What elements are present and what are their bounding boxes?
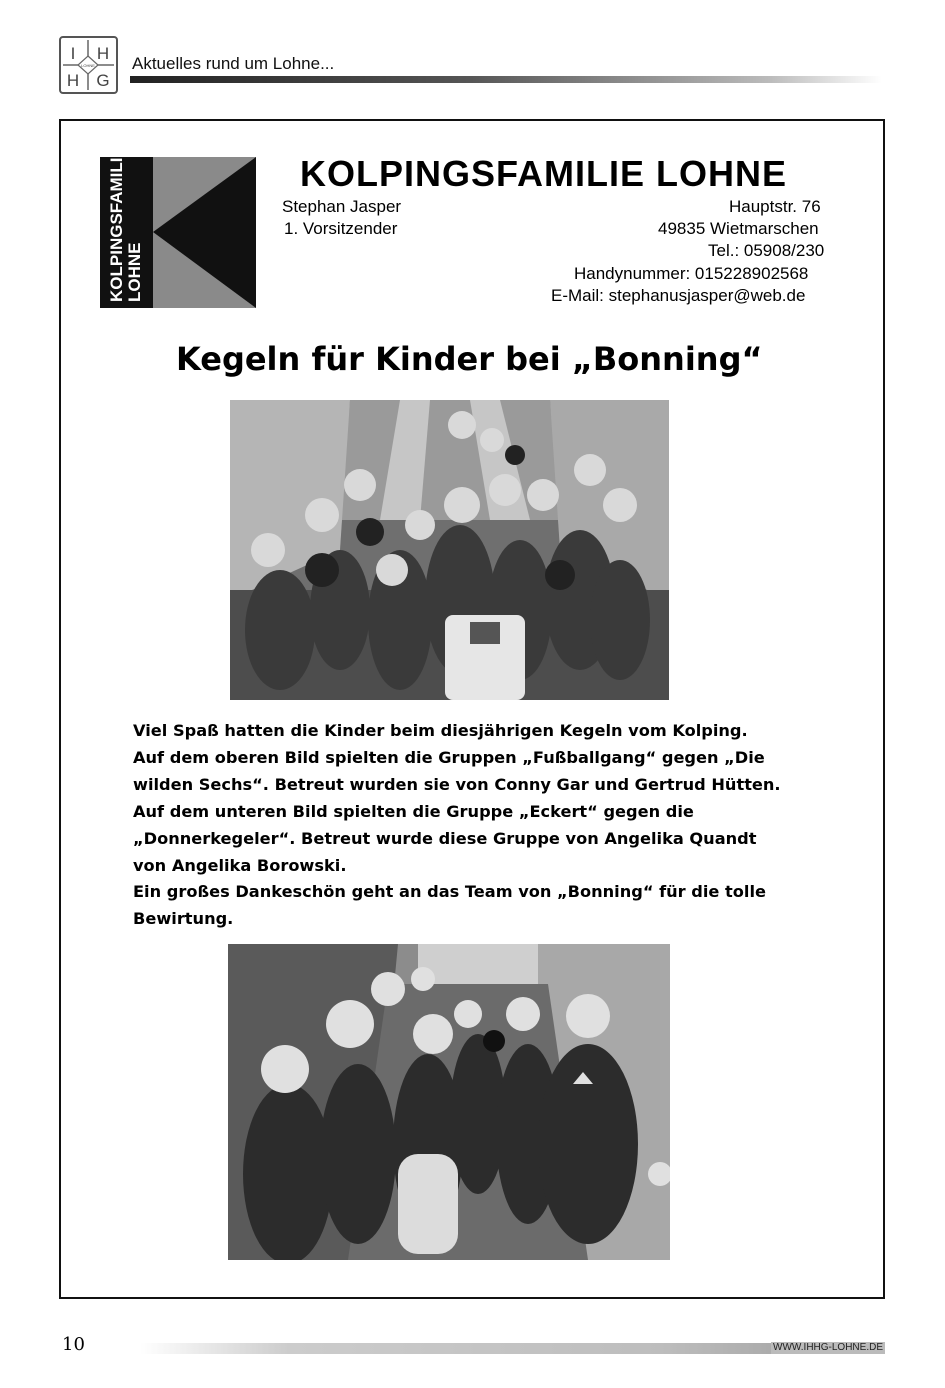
footer-url: WWW.IHHG-LOHNE.DE	[773, 1342, 883, 1353]
contact-city: 49835 Wietmarschen	[658, 219, 819, 238]
header-title: Aktuelles rund um Lohne...	[132, 54, 335, 73]
logo-center-text: LOHNE	[81, 63, 95, 68]
contact-phone: Tel.: 05908/230	[708, 241, 825, 260]
article-line: von Angelika Borowski.	[133, 855, 347, 875]
ihhg-logo	[59, 36, 118, 94]
logo-letter-2: H	[96, 44, 110, 63]
page-number: 10	[62, 1334, 85, 1355]
article-line: „Donnerkegeler“. Betreut wurde diese Gruppe von Angelika Quandt	[133, 828, 757, 848]
contact-street: Hauptstr. 76	[729, 197, 821, 216]
article-body	[133, 718, 853, 933]
kolping-logo-line2: LOHNE	[125, 242, 144, 302]
article-line: Auf dem oberen Bild spielten die Gruppen „Fußballgang“ gegen „Die	[133, 747, 765, 767]
photo-bowling-group-1	[230, 400, 669, 700]
header-rule	[130, 76, 882, 83]
logo-letter-3: H	[66, 71, 80, 90]
article-line: Auf dem unteren Bild spielten die Gruppe „Eckert“ gegen die	[133, 801, 694, 821]
article-line: wilden Sechs“. Betreut wurden sie von Conny Gar und Gertrud Hütten.	[133, 774, 781, 794]
contact-person: Stephan Jasper	[282, 197, 402, 216]
article-line: Bewirtung.	[133, 909, 234, 929]
photo-bowling-group-2	[228, 944, 670, 1260]
article-line: Viel Spaß hatten die Kinder beim diesjährigen Kegeln vom Kolping.	[133, 721, 748, 740]
kolping-logo-line1: KOLPINGSFAMILIE	[107, 146, 126, 302]
organization-name: KOLPINGSFAMILIE LOHNE	[300, 153, 788, 194]
logo-letter-1: I	[70, 44, 76, 63]
article-line: Ein großes Dankeschön geht an das Team von „Bonning“ für die tolle	[133, 882, 766, 902]
logo-letter-4: G	[96, 71, 110, 90]
contact-mobile: Handynummer: 015228902568	[574, 264, 809, 283]
contact-role: 1. Vorsitzender	[284, 219, 398, 238]
kolping-logo	[100, 146, 256, 308]
article-headline: Kegeln für Kinder bei „Bonning“	[176, 340, 763, 378]
contact-email: E-Mail: stephanusjasper@web.de	[551, 286, 806, 305]
